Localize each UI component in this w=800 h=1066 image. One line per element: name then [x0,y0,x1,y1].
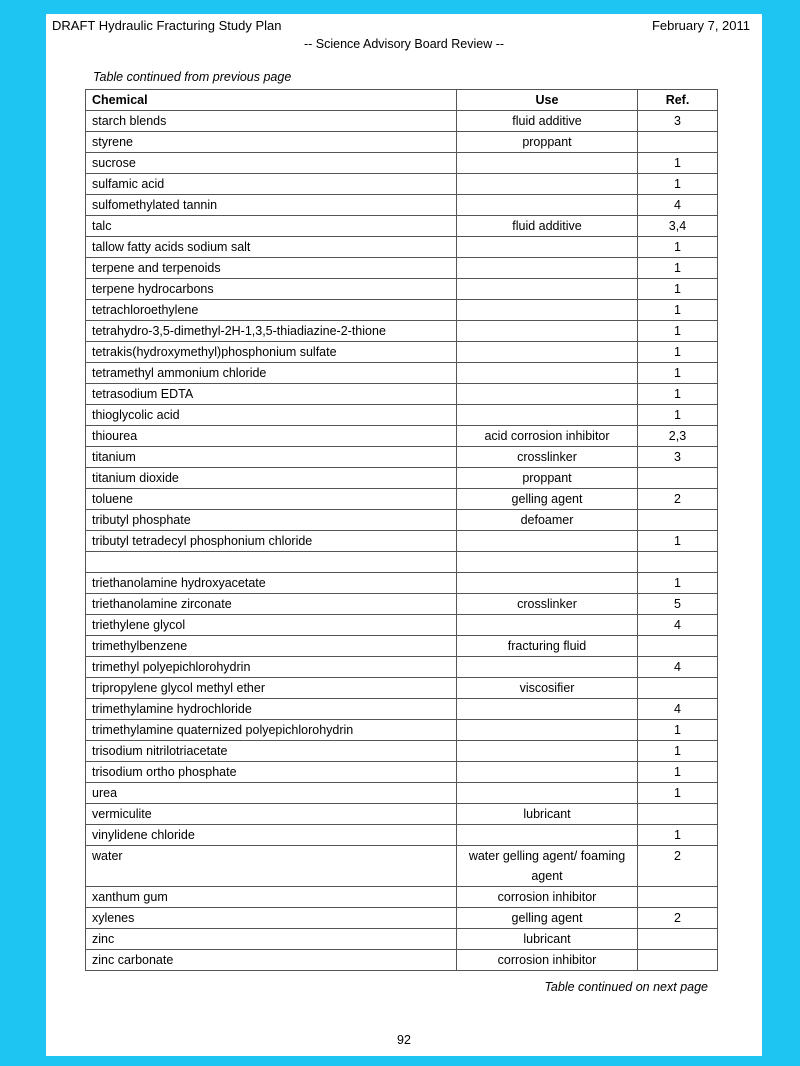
column-header-ref: Ref. [638,90,718,111]
table-row [86,741,718,762]
use-cell [457,300,638,321]
header-date: February 7, 2011 [651,18,750,33]
table-row [86,153,718,174]
table-row [86,783,718,804]
chemical-cell: toluene [86,489,457,510]
ref-cell: 1 [638,321,718,342]
use-cell [457,237,638,258]
chemical-cell: vermiculite [86,804,457,825]
ref-cell [638,510,718,531]
use-cell: acid corrosion inhibitor [457,426,638,447]
chemical-cell: tetramethyl ammonium chloride [86,363,457,384]
ref-cell [638,636,718,657]
table-row [86,174,718,195]
use-cell: corrosion inhibitor [457,887,638,908]
ref-cell: 5 [638,594,718,615]
use-cell [457,321,638,342]
ref-cell: 1 [638,573,718,594]
chemical-cell: tributyl tetradecyl phosphonium chloride [86,531,457,552]
use-cell [457,825,638,846]
use-cell [457,552,638,573]
use-cell [457,405,638,426]
chemical-cell: sulfomethylated tannin [86,195,457,216]
chemical-cell: thioglycolic acid [86,405,457,426]
ref-cell: 2 [638,846,718,887]
use-cell: proppant [457,468,638,489]
use-cell: viscosifier [457,678,638,699]
ref-cell [638,950,718,971]
ref-cell: 1 [638,531,718,552]
table-row [86,237,718,258]
ref-cell: 1 [638,237,718,258]
table-row [86,321,718,342]
table-row [86,384,718,405]
use-cell: fluid additive [457,111,638,132]
use-cell [457,195,638,216]
chemical-cell: triethanolamine zirconate [86,594,457,615]
use-cell [457,657,638,678]
chemical-cell: tripropylene glycol methyl ether [86,678,457,699]
ref-cell: 1 [638,342,718,363]
ref-cell [638,678,718,699]
ref-cell: 1 [638,405,718,426]
chemical-cell: trisodium nitrilotriacetate [86,741,457,762]
table-row [86,825,718,846]
ref-cell: 1 [638,300,718,321]
use-cell: gelling agent [457,489,638,510]
use-cell [457,615,638,636]
ref-cell: 1 [638,825,718,846]
table-row [86,594,718,615]
ref-cell: 2 [638,489,718,510]
ref-cell: 1 [638,258,718,279]
chemical-cell: tributyl phosphate [86,510,457,531]
header-review-note: -- Science Advisory Board Review -- [303,37,505,51]
table-row [86,531,718,552]
ref-cell [638,929,718,950]
ref-cell [638,804,718,825]
use-cell [457,153,638,174]
table-row [86,678,718,699]
page-number: 92 [397,1033,411,1047]
table-row [86,279,718,300]
chemical-cell: urea [86,783,457,804]
chemical-cell: sucrose [86,153,457,174]
table-header-row [86,90,718,111]
chemical-cell: trimethyl polyepichlorohydrin [86,657,457,678]
ref-cell [638,132,718,153]
ref-cell: 3 [638,111,718,132]
chemical-cell: tetrahydro-3,5-dimethyl-2H-1,3,5-thiadiazine-2-thione [86,321,457,342]
chemical-cell: titanium [86,447,457,468]
table-row [86,929,718,950]
chemical-cell: zinc carbonate [86,950,457,971]
table-row [86,447,718,468]
use-cell: water gelling agent/ foaming agent [457,846,638,887]
chemical-table [85,89,718,971]
use-cell: lubricant [457,804,638,825]
table-row [86,342,718,363]
use-cell [457,720,638,741]
table-row [86,363,718,384]
chemical-cell: titanium dioxide [86,468,457,489]
use-cell: gelling agent [457,908,638,929]
table-row [86,950,718,971]
ref-cell: 1 [638,384,718,405]
chemical-cell: thiourea [86,426,457,447]
ref-cell [638,468,718,489]
chemical-cell: tetrachloroethylene [86,300,457,321]
ref-cell: 1 [638,363,718,384]
use-cell: fluid additive [457,216,638,237]
use-cell: crosslinker [457,594,638,615]
table-row [86,762,718,783]
use-cell [457,741,638,762]
use-cell [457,783,638,804]
use-cell [457,279,638,300]
ref-cell: 1 [638,279,718,300]
use-cell [457,762,638,783]
column-header-chemical: Chemical [86,90,457,111]
header-title: DRAFT Hydraulic Fracturing Study Plan [52,18,282,33]
ref-cell [638,887,718,908]
chemical-cell: terpene and terpenoids [86,258,457,279]
table-row [86,636,718,657]
ref-cell: 1 [638,174,718,195]
table-row [86,510,718,531]
table-body [86,111,718,971]
chemical-cell: water [86,846,457,887]
chemical-cell: trimethylamine hydrochloride [86,699,457,720]
table-row [86,300,718,321]
chemical-cell: triethanolamine hydroxyacetate [86,573,457,594]
table-row [86,846,718,887]
continued-on-note: Table continued on next page [544,980,708,994]
use-cell [457,342,638,363]
use-cell: lubricant [457,929,638,950]
use-cell [457,573,638,594]
use-cell: defoamer [457,510,638,531]
ref-cell: 4 [638,657,718,678]
table-row [86,720,718,741]
table-row [86,657,718,678]
chemical-cell: terpene hydrocarbons [86,279,457,300]
ref-cell: 1 [638,153,718,174]
column-header-use: Use [457,90,638,111]
ref-cell: 1 [638,762,718,783]
use-cell: corrosion inhibitor [457,950,638,971]
table-row [86,615,718,636]
chemical-cell: vinylidene chloride [86,825,457,846]
ref-cell: 2 [638,908,718,929]
use-cell: fracturing fluid [457,636,638,657]
use-cell [457,258,638,279]
table-row [86,216,718,237]
table-row [86,405,718,426]
chemical-cell: trisodium ortho phosphate [86,762,457,783]
ref-cell: 1 [638,783,718,804]
table-row [86,552,718,573]
table-row [86,111,718,132]
table-row [86,489,718,510]
ref-cell: 3 [638,447,718,468]
ref-cell: 3,4 [638,216,718,237]
chemical-cell: xanthum gum [86,887,457,908]
table-row [86,908,718,929]
chemical-cell: sulfamic acid [86,174,457,195]
chemical-cell: triethylene glycol [86,615,457,636]
use-cell: crosslinker [457,447,638,468]
chemical-cell: talc [86,216,457,237]
table-row [86,132,718,153]
chemical-cell: styrene [86,132,457,153]
use-cell [457,531,638,552]
chemical-cell: trimethylbenzene [86,636,457,657]
chemical-cell: tetrasodium EDTA [86,384,457,405]
table-row [86,699,718,720]
table-row [86,258,718,279]
table-row [86,804,718,825]
continued-from-note: Table continued from previous page [93,70,292,84]
use-cell [457,699,638,720]
table-row [86,887,718,908]
chemical-cell: starch blends [86,111,457,132]
document-page [46,14,762,1056]
ref-cell [638,552,718,573]
chemical-cell: zinc [86,929,457,950]
ref-cell: 4 [638,699,718,720]
table-row [86,426,718,447]
chemical-cell: tetrakis(hydroxymethyl)phosphonium sulfate [86,342,457,363]
use-cell [457,174,638,195]
ref-cell: 4 [638,195,718,216]
chemical-cell: xylenes [86,908,457,929]
use-cell: proppant [457,132,638,153]
chemical-cell: tallow fatty acids sodium salt [86,237,457,258]
ref-cell: 1 [638,720,718,741]
chemical-cell [86,552,457,573]
use-cell [457,384,638,405]
use-cell [457,363,638,384]
ref-cell: 4 [638,615,718,636]
ref-cell: 2,3 [638,426,718,447]
table-row [86,573,718,594]
ref-cell: 1 [638,741,718,762]
table-row [86,468,718,489]
chemical-cell: trimethylamine quaternized polyepichlorohydrin [86,720,457,741]
table-row [86,195,718,216]
